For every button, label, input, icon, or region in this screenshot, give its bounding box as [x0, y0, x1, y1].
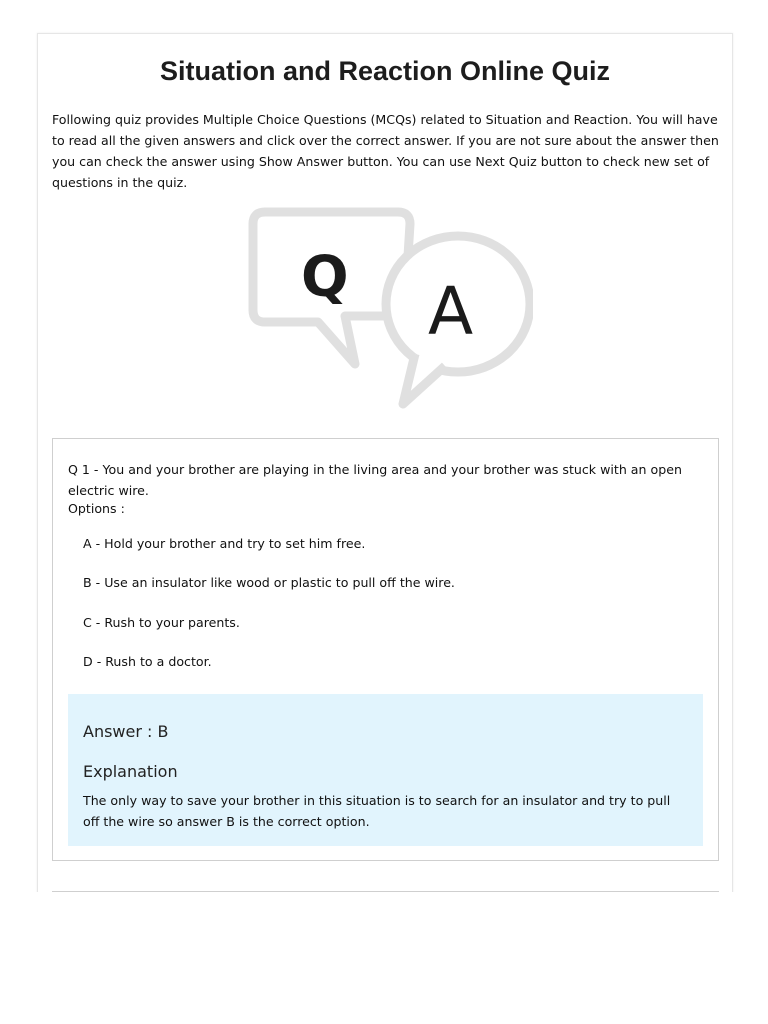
- answer-panel: [68, 694, 703, 846]
- intro-text: Following quiz provides Multiple Choice Questions (MCQs) related to Situation and Reaction. You will have to read all the given answers and click over the correct answer. If you are not sure about the answer then you can check the answer using Show Answer button. You can use Next Quiz button to check new set of questions in the quiz.: [52, 112, 719, 190]
- q-letter: Q: [301, 245, 349, 310]
- quiz-page: [37, 33, 733, 975]
- page-bottom-area: [0, 892, 768, 1024]
- options-label: Options :: [68, 501, 125, 516]
- option-d[interactable]: D - Rush to a doctor.: [83, 654, 212, 669]
- answer-label: Answer : B: [83, 722, 169, 741]
- question-card-1: [52, 438, 719, 861]
- question-text: Q 1 - You and your brother are playing in the living area and your brother was stuck with an open electric wire.: [68, 462, 682, 498]
- option-a[interactable]: A - Hold your brother and try to set him free.: [83, 536, 366, 551]
- page-title: Situation and Reaction Online Quiz: [159, 56, 611, 86]
- a-letter: A: [428, 273, 474, 350]
- option-c[interactable]: C - Rush to your parents.: [83, 615, 240, 630]
- explanation-heading: Explanation: [83, 762, 178, 781]
- option-b[interactable]: B - Use an insulator like wood or plastic to pull off the wire.: [83, 575, 455, 590]
- explanation-text: The only way to save your brother in this situation is to search for an insulator and try to pull off the wire so answer B is the correct option.: [83, 793, 671, 829]
- qa-speech-bubbles-icon: [233, 204, 533, 414]
